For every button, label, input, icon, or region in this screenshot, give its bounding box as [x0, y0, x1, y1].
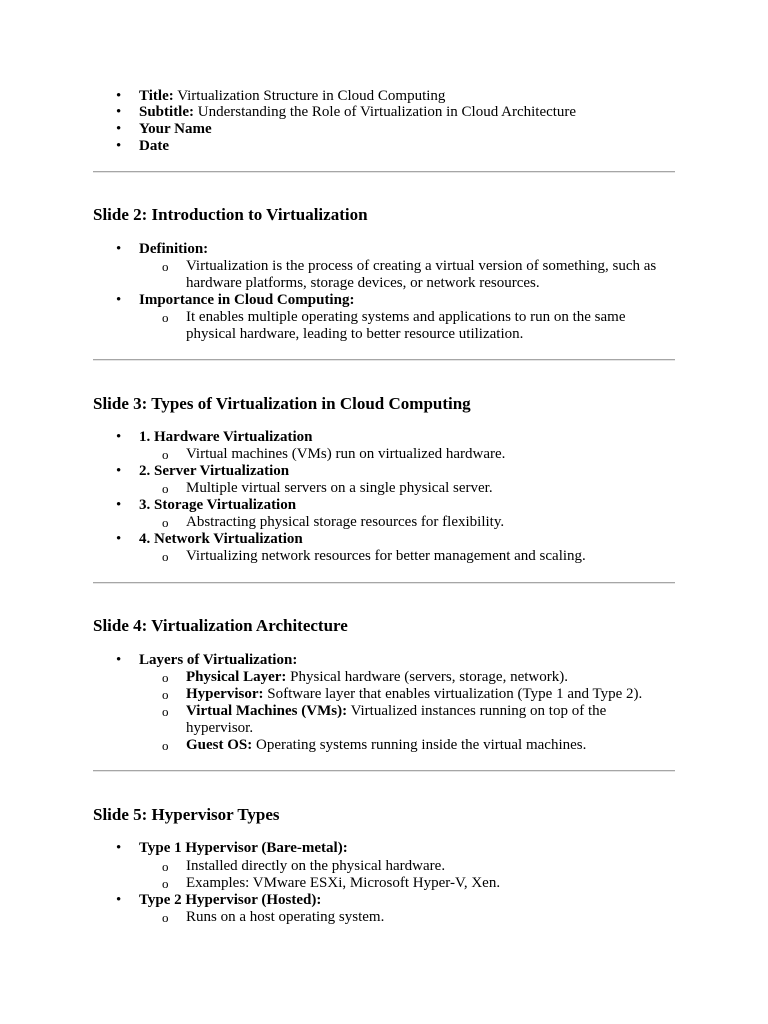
slide4-sub3-line2: hypervisor.	[186, 720, 254, 736]
section-divider	[93, 770, 675, 772]
slide5-item1-label: Type 1 Hypervisor (Bare-metal):	[139, 840, 348, 856]
cover-title-label: Title:	[139, 88, 174, 104]
sub-bullet: o	[162, 481, 169, 496]
section-divider	[93, 171, 675, 173]
slide4-sub4-text: Operating systems running inside the virtual machines.	[252, 737, 587, 753]
bullet-dot: •	[116, 652, 122, 668]
slide3-item4-label: 4. Network Virtualization	[139, 531, 303, 547]
slide2-item2-label: Importance in Cloud Computing:	[139, 292, 355, 308]
slide4-heading: Slide 4: Virtualization Architecture	[93, 616, 348, 635]
slide2-item2-sub1-line2: physical hardware, leading to better resource utilization.	[186, 326, 524, 342]
slide5-heading: Slide 5: Hypervisor Types	[93, 805, 280, 824]
slide2-item1-label: Definition:	[139, 241, 209, 257]
slide4-sub1-line	[186, 669, 568, 686]
slide4-sub2-text: Software layer that enables virtualization (Type 1 and Type 2).	[263, 686, 643, 702]
slide3-item2-sub1: Multiple virtual servers on a single physical server.	[186, 480, 493, 496]
bullet-dot: •	[116, 138, 122, 154]
slide5-item1-sub1: Installed directly on the physical hardware.	[186, 858, 446, 874]
cover-title-line	[139, 88, 445, 105]
section-divider	[93, 359, 675, 361]
cover-name-label: Your Name	[139, 121, 212, 137]
slide3-item1-label: 1. Hardware Virtualization	[139, 429, 313, 445]
bullet-dot: •	[116, 531, 122, 547]
sub-bullet: o	[162, 549, 169, 564]
slide4-sub1-text: Physical hardware (servers, storage, network).	[286, 669, 568, 685]
bullet-dot: •	[116, 892, 122, 908]
slide3-heading: Slide 3: Types of Virtualization in Cloud Computing	[93, 394, 471, 413]
bullet-dot: •	[116, 429, 122, 445]
slide3-item3-label: 3. Storage Virtualization	[139, 497, 297, 513]
slide4-sub3-line	[186, 703, 606, 720]
slide4-sub2-line	[186, 686, 642, 703]
slide2-item2-sub1-line1: It enables multiple operating systems and applications to run on the same	[186, 309, 626, 325]
bullet-dot: •	[116, 88, 122, 104]
sub-bullet: o	[162, 876, 169, 891]
cover-subtitle-line	[139, 104, 576, 121]
sub-bullet: o	[162, 447, 169, 462]
cover-date-label: Date	[139, 138, 169, 154]
sub-bullet: o	[162, 859, 169, 874]
bullet-dot: •	[116, 840, 122, 856]
slide4-sub4-label: Guest OS:	[186, 737, 253, 753]
bullet-dot: •	[116, 463, 122, 479]
slide4-sub3-label: Virtual Machines (VMs):	[186, 703, 348, 719]
sub-bullet: o	[162, 259, 169, 274]
sub-bullet: o	[162, 310, 169, 325]
bullet-dot: •	[116, 121, 122, 137]
slide4-sub4-line	[186, 737, 586, 754]
slide3-item4-sub1: Virtualizing network resources for better management and scaling.	[186, 548, 586, 564]
sub-bullet: o	[162, 910, 169, 925]
slide5-item1-sub2: Examples: VMware ESXi, Microsoft Hyper-V, Xen.	[186, 875, 501, 891]
sub-bullet: o	[162, 670, 169, 685]
section-divider	[93, 582, 675, 584]
bullet-dot: •	[116, 104, 122, 120]
slide2-item1-sub1-line2: hardware platforms, storage devices, or network resources.	[186, 275, 540, 291]
slide4-sub1-label: Physical Layer:	[186, 669, 287, 685]
cover-subtitle-label: Subtitle:	[139, 104, 195, 120]
cover-title-text: Virtualization Structure in Cloud Computing	[173, 88, 446, 104]
slide3-item3-sub1: Abstracting physical storage resources for flexibility.	[186, 514, 505, 530]
sub-bullet: o	[162, 738, 169, 753]
sub-bullet: o	[162, 687, 169, 702]
slide4-sub2-label: Hypervisor:	[186, 686, 264, 702]
slide4-sub3-text: Virtualized instances running on top of the	[347, 703, 607, 719]
sub-bullet: o	[162, 704, 169, 719]
bullet-dot: •	[116, 497, 122, 513]
sub-bullet: o	[162, 515, 169, 530]
slide2-heading: Slide 2: Introduction to Virtualization	[93, 205, 368, 224]
slide5-item2-label: Type 2 Hypervisor (Hosted):	[139, 892, 322, 908]
slide4-item1-label: Layers of Virtualization:	[139, 652, 298, 668]
cover-subtitle-text: Understanding the Role of Virtualization in Cloud Architecture	[194, 104, 577, 120]
bullet-dot: •	[116, 292, 122, 308]
slide3-item2-label: 2. Server Virtualization	[139, 463, 290, 479]
slide3-item1-sub1: Virtual machines (VMs) run on virtualized hardware.	[186, 446, 506, 462]
slide5-item2-sub1: Runs on a host operating system.	[186, 909, 385, 925]
bullet-dot: •	[116, 241, 122, 257]
slide2-item1-sub1-line1: Virtualization is the process of creating a virtual version of something, such as	[186, 258, 657, 274]
